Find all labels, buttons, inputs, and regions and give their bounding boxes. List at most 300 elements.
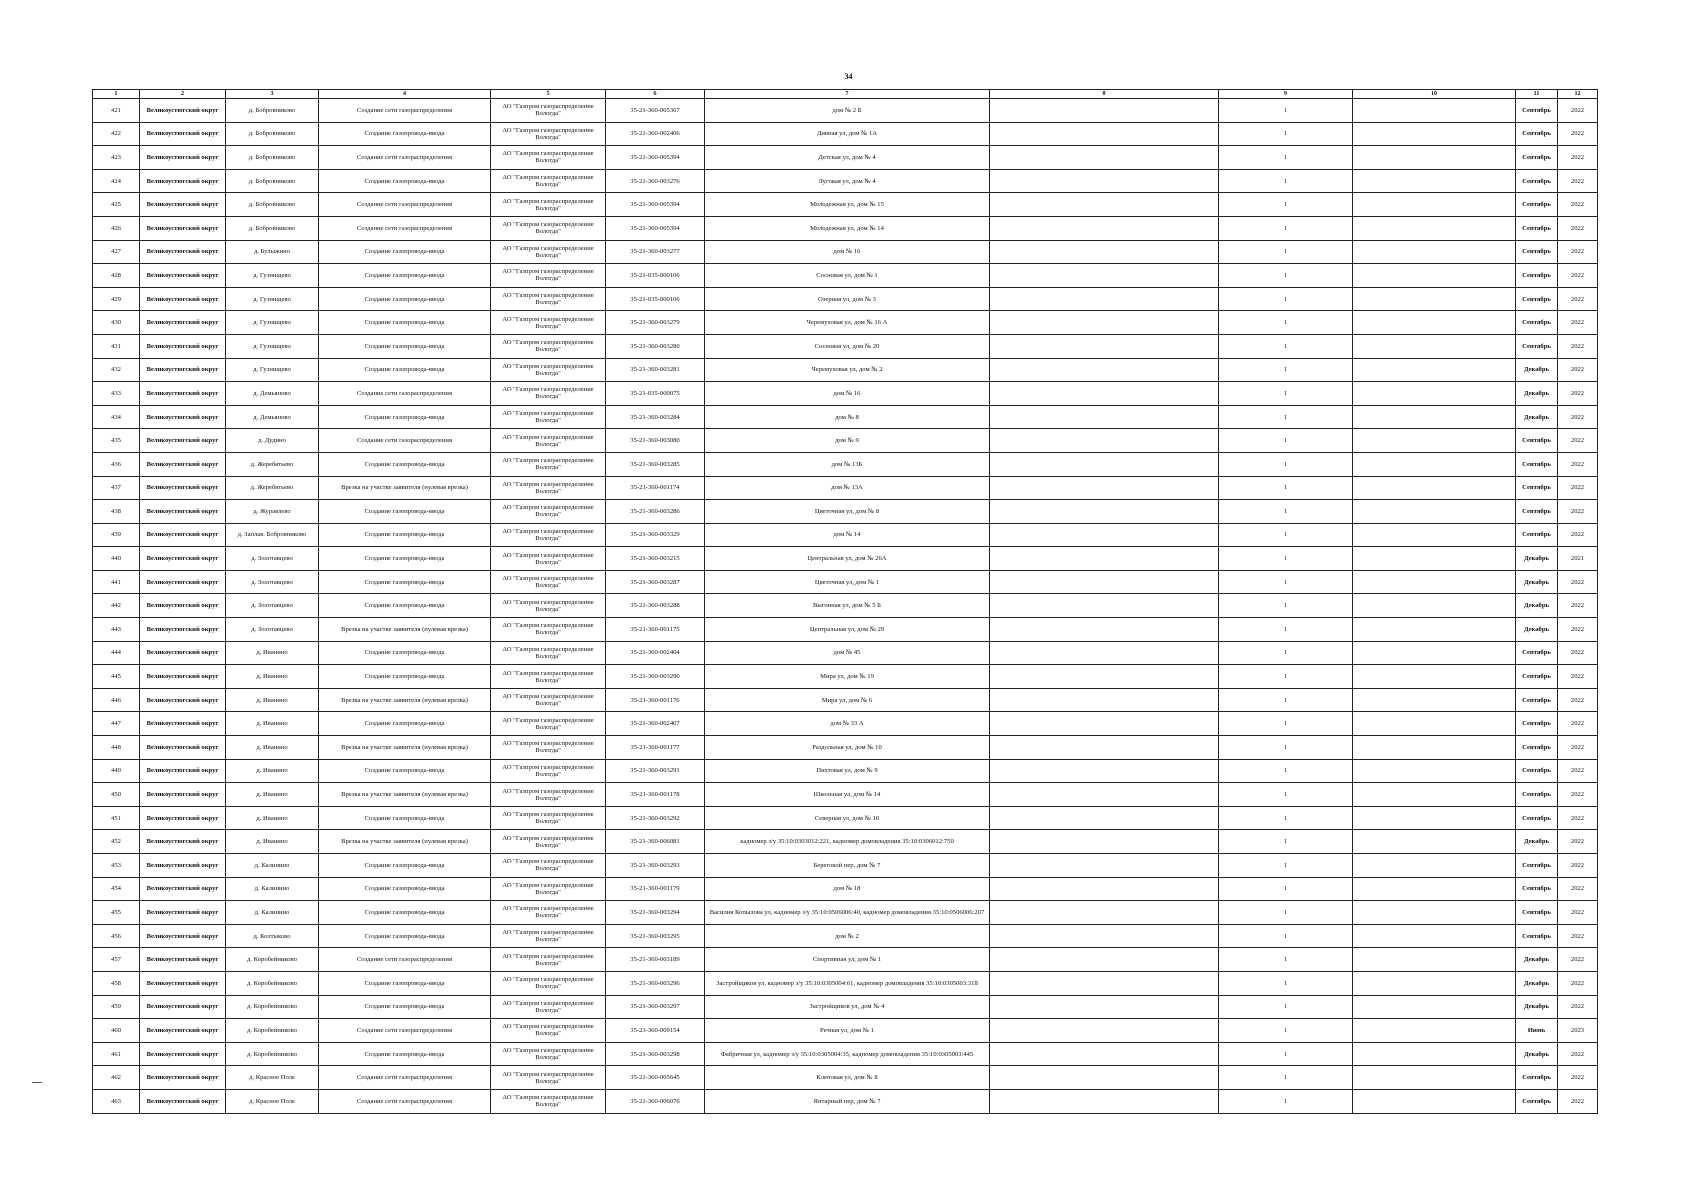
quantity-cell: 1 bbox=[1219, 1019, 1353, 1043]
address-cell: дом № 33 А bbox=[705, 712, 990, 736]
district-cell: Великоустюгский округ bbox=[140, 924, 226, 948]
month-cell: Декабрь bbox=[1516, 995, 1558, 1019]
work-type-cell: Создание сети газораспределения bbox=[319, 429, 491, 453]
year-cell: 2022 bbox=[1558, 618, 1598, 642]
year-cell: 2022 bbox=[1558, 169, 1598, 193]
settlement-cell: д. Демьяново bbox=[226, 405, 319, 429]
district-cell: Великоустюгский округ bbox=[140, 712, 226, 736]
address-cell: Мира ул, дом № 6 bbox=[705, 688, 990, 712]
row-number-cell: 447 bbox=[93, 712, 140, 736]
object-code-cell: 35-21-360-006081 bbox=[606, 830, 705, 854]
work-type-cell: Создание газопровода-ввода bbox=[319, 547, 491, 571]
work-type-cell: Создание газопровода-ввода bbox=[319, 806, 491, 830]
column-10-cell bbox=[1353, 877, 1516, 901]
row-number-cell: 446 bbox=[93, 688, 140, 712]
organization-cell: АО "Газпром газораспределение Вологда" bbox=[491, 641, 606, 665]
column-10-cell bbox=[1353, 216, 1516, 240]
address-cell: Озерная ул, дом № 3 bbox=[705, 287, 990, 311]
column-8-cell bbox=[990, 806, 1219, 830]
gasification-table bbox=[92, 89, 1598, 1114]
year-cell: 2022 bbox=[1558, 806, 1598, 830]
year-cell: 2022 bbox=[1558, 924, 1598, 948]
column-10-cell bbox=[1353, 452, 1516, 476]
organization-cell: АО "Газпром газораспределение Вологда" bbox=[491, 476, 606, 500]
row-number-cell: 442 bbox=[93, 594, 140, 618]
year-cell: 2022 bbox=[1558, 594, 1598, 618]
settlement-cell: д. Золотавцево bbox=[226, 570, 319, 594]
address-cell: Школьная ул, дом № 14 bbox=[705, 783, 990, 807]
work-type-cell: Создание газопровода-ввода bbox=[319, 877, 491, 901]
year-cell: 2022 bbox=[1558, 429, 1598, 453]
organization-cell: АО "Газпром газораспределение Вологда" bbox=[491, 452, 606, 476]
row-number-cell: 462 bbox=[93, 1066, 140, 1090]
column-10-cell bbox=[1353, 924, 1516, 948]
month-cell: Сентябрь bbox=[1516, 1089, 1558, 1113]
month-cell: Июнь bbox=[1516, 1019, 1558, 1043]
quantity-cell: 1 bbox=[1219, 783, 1353, 807]
object-code-cell: 35-21-360-003295 bbox=[606, 924, 705, 948]
settlement-cell: д. Золотавцево bbox=[226, 547, 319, 571]
district-cell: Великоустюгский округ bbox=[140, 948, 226, 972]
row-number-cell: 429 bbox=[93, 287, 140, 311]
organization-cell: АО "Газпром газораспределение Вологда" bbox=[491, 287, 606, 311]
quantity-cell: 1 bbox=[1219, 547, 1353, 571]
column-8-cell bbox=[990, 854, 1219, 878]
object-code-cell: 35-21-360-003298 bbox=[606, 1042, 705, 1066]
table-row bbox=[93, 618, 1598, 642]
month-cell: Декабрь bbox=[1516, 382, 1558, 406]
settlement-cell: д. Красное Поле bbox=[226, 1066, 319, 1090]
table-row bbox=[93, 1066, 1598, 1090]
table-row bbox=[93, 736, 1598, 760]
year-cell: 2022 bbox=[1558, 358, 1598, 382]
work-type-cell: Создание сети газораспределения bbox=[319, 216, 491, 240]
quantity-cell: 1 bbox=[1219, 240, 1353, 264]
month-cell: Сентябрь bbox=[1516, 264, 1558, 288]
work-type-cell: Создание сети газораспределения bbox=[319, 193, 491, 217]
organization-cell: АО "Газпром газораспределение Вологда" bbox=[491, 877, 606, 901]
year-cell: 2022 bbox=[1558, 240, 1598, 264]
year-cell: 2023 bbox=[1558, 1019, 1598, 1043]
month-cell: Сентябрь bbox=[1516, 99, 1558, 123]
column-10-cell bbox=[1353, 901, 1516, 925]
column-header-7: 7 bbox=[705, 90, 990, 99]
settlement-cell: д. Бобровниково bbox=[226, 99, 319, 123]
column-header-1: 1 bbox=[93, 90, 140, 99]
work-type-cell: Создание газопровода-ввода bbox=[319, 500, 491, 524]
object-code-cell: 35-21-360-001177 bbox=[606, 736, 705, 760]
quantity-cell: 1 bbox=[1219, 122, 1353, 146]
row-number-cell: 434 bbox=[93, 405, 140, 429]
district-cell: Великоустюгский округ bbox=[140, 1019, 226, 1043]
row-number-cell: 437 bbox=[93, 476, 140, 500]
table-row bbox=[93, 358, 1598, 382]
settlement-cell: д. Жеребятьево bbox=[226, 476, 319, 500]
object-code-cell: 35-21-360-003277 bbox=[606, 240, 705, 264]
organization-cell: АО "Газпром газораспределение Вологда" bbox=[491, 594, 606, 618]
district-cell: Великоустюгский округ bbox=[140, 452, 226, 476]
quantity-cell: 1 bbox=[1219, 830, 1353, 854]
month-cell: Сентябрь bbox=[1516, 523, 1558, 547]
column-8-cell bbox=[990, 405, 1219, 429]
column-10-cell bbox=[1353, 405, 1516, 429]
column-8-cell bbox=[990, 429, 1219, 453]
table-row bbox=[93, 216, 1598, 240]
quantity-cell: 1 bbox=[1219, 264, 1353, 288]
month-cell: Декабрь bbox=[1516, 830, 1558, 854]
quantity-cell: 1 bbox=[1219, 1066, 1353, 1090]
column-8-cell bbox=[990, 99, 1219, 123]
column-header-9: 9 bbox=[1219, 90, 1353, 99]
table-row bbox=[93, 641, 1598, 665]
work-type-cell: Создание сети газораспределения bbox=[319, 382, 491, 406]
quantity-cell: 1 bbox=[1219, 429, 1353, 453]
quantity-cell: 1 bbox=[1219, 311, 1353, 335]
row-number-cell: 453 bbox=[93, 854, 140, 878]
district-cell: Великоустюгский округ bbox=[140, 1089, 226, 1113]
district-cell: Великоустюгский округ bbox=[140, 688, 226, 712]
column-10-cell bbox=[1353, 830, 1516, 854]
address-cell: Молодежная ул, дом № 15 bbox=[705, 193, 990, 217]
organization-cell: АО "Газпром газораспределение Вологда" bbox=[491, 429, 606, 453]
year-cell: 2022 bbox=[1558, 193, 1598, 217]
organization-cell: АО "Газпром газораспределение Вологда" bbox=[491, 924, 606, 948]
column-10-cell bbox=[1353, 641, 1516, 665]
object-code-cell: 35-21-035-000106 bbox=[606, 287, 705, 311]
row-number-cell: 439 bbox=[93, 523, 140, 547]
month-cell: Сентябрь bbox=[1516, 452, 1558, 476]
object-code-cell: 35-21-360-005394 bbox=[606, 146, 705, 170]
work-type-cell: Создание сети газораспределения bbox=[319, 99, 491, 123]
column-10-cell bbox=[1353, 1089, 1516, 1113]
settlement-cell: д. Гузнищево bbox=[226, 264, 319, 288]
organization-cell: АО "Газпром газораспределение Вологда" bbox=[491, 334, 606, 358]
month-cell: Декабрь bbox=[1516, 547, 1558, 571]
column-8-cell bbox=[990, 1089, 1219, 1113]
page-number: 34 bbox=[844, 72, 853, 81]
month-cell: Сентябрь bbox=[1516, 122, 1558, 146]
year-cell: 2022 bbox=[1558, 216, 1598, 240]
column-8-cell bbox=[990, 287, 1219, 311]
column-header-5: 5 bbox=[491, 90, 606, 99]
month-cell: Сентябрь bbox=[1516, 736, 1558, 760]
row-number-cell: 443 bbox=[93, 618, 140, 642]
table-row bbox=[93, 924, 1598, 948]
settlement-cell: д. Журавлево bbox=[226, 500, 319, 524]
row-number-cell: 454 bbox=[93, 877, 140, 901]
year-cell: 2022 bbox=[1558, 500, 1598, 524]
quantity-cell: 1 bbox=[1219, 806, 1353, 830]
column-10-cell bbox=[1353, 570, 1516, 594]
object-code-cell: 35-21-360-003294 bbox=[606, 901, 705, 925]
quantity-cell: 1 bbox=[1219, 712, 1353, 736]
work-type-cell: Создание газопровода-ввода bbox=[319, 1042, 491, 1066]
table-row bbox=[93, 688, 1598, 712]
organization-cell: АО "Газпром газораспределение Вологда" bbox=[491, 1066, 606, 1090]
table-row bbox=[93, 523, 1598, 547]
address-cell: Янтарный пер, дом № 7 bbox=[705, 1089, 990, 1113]
work-type-cell: Создание сети газораспределения bbox=[319, 948, 491, 972]
address-cell: Сосновая ул, дом № 1 bbox=[705, 264, 990, 288]
district-cell: Великоустюгский округ bbox=[140, 169, 226, 193]
month-cell: Декабрь bbox=[1516, 1042, 1558, 1066]
organization-cell: АО "Газпром газораспределение Вологда" bbox=[491, 971, 606, 995]
settlement-cell: д. Бобровниково bbox=[226, 122, 319, 146]
table-row bbox=[93, 193, 1598, 217]
column-10-cell bbox=[1353, 759, 1516, 783]
organization-cell: АО "Газпром газораспределение Вологда" bbox=[491, 405, 606, 429]
year-cell: 2022 bbox=[1558, 971, 1598, 995]
column-header-4: 4 bbox=[319, 90, 491, 99]
work-type-cell: Создание газопровода-ввода bbox=[319, 641, 491, 665]
address-cell: дом № 2 bbox=[705, 924, 990, 948]
district-cell: Великоустюгский округ bbox=[140, 405, 226, 429]
district-cell: Великоустюгский округ bbox=[140, 736, 226, 760]
margin-mark bbox=[32, 1082, 42, 1083]
table-row bbox=[93, 830, 1598, 854]
month-cell: Декабрь bbox=[1516, 405, 1558, 429]
month-cell: Сентябрь bbox=[1516, 806, 1558, 830]
year-cell: 2022 bbox=[1558, 1089, 1598, 1113]
organization-cell: АО "Газпром газораспределение Вологда" bbox=[491, 759, 606, 783]
column-10-cell bbox=[1353, 193, 1516, 217]
object-code-cell: 35-21-360-001175 bbox=[606, 618, 705, 642]
year-cell: 2022 bbox=[1558, 146, 1598, 170]
address-cell: Спортивная ул, дом № 1 bbox=[705, 948, 990, 972]
year-cell: 2022 bbox=[1558, 382, 1598, 406]
column-10-cell bbox=[1353, 971, 1516, 995]
settlement-cell: д. Иванино bbox=[226, 688, 319, 712]
settlement-cell: д. Золотавцево bbox=[226, 618, 319, 642]
year-cell: 2022 bbox=[1558, 99, 1598, 123]
organization-cell: АО "Газпром газораспределение Вологда" bbox=[491, 193, 606, 217]
district-cell: Великоустюгский округ bbox=[140, 429, 226, 453]
district-cell: Великоустюгский округ bbox=[140, 146, 226, 170]
column-10-cell bbox=[1353, 688, 1516, 712]
column-8-cell bbox=[990, 641, 1219, 665]
month-cell: Декабрь bbox=[1516, 971, 1558, 995]
table-row bbox=[93, 877, 1598, 901]
table-row bbox=[93, 146, 1598, 170]
row-number-cell: 427 bbox=[93, 240, 140, 264]
organization-cell: АО "Газпром газораспределение Вологда" bbox=[491, 99, 606, 123]
column-10-cell bbox=[1353, 665, 1516, 689]
address-cell: Молодежная ул, дом № 14 bbox=[705, 216, 990, 240]
quantity-cell: 1 bbox=[1219, 995, 1353, 1019]
quantity-cell: 1 bbox=[1219, 1089, 1353, 1113]
year-cell: 2022 bbox=[1558, 901, 1598, 925]
quantity-cell: 1 bbox=[1219, 146, 1353, 170]
year-cell: 2022 bbox=[1558, 995, 1598, 1019]
column-8-cell bbox=[990, 688, 1219, 712]
column-10-cell bbox=[1353, 99, 1516, 123]
work-type-cell: Создание газопровода-ввода bbox=[319, 594, 491, 618]
settlement-cell: д. Колтыково bbox=[226, 924, 319, 948]
address-cell: Центральная ул, дом № 26А bbox=[705, 547, 990, 571]
district-cell: Великоустюгский округ bbox=[140, 240, 226, 264]
row-number-cell: 449 bbox=[93, 759, 140, 783]
table-row bbox=[93, 334, 1598, 358]
work-type-cell: Создание газопровода-ввода bbox=[319, 358, 491, 382]
address-cell: Детская ул, дом № 4 bbox=[705, 146, 990, 170]
year-cell: 2022 bbox=[1558, 452, 1598, 476]
district-cell: Великоустюгский округ bbox=[140, 311, 226, 335]
column-10-cell bbox=[1353, 618, 1516, 642]
organization-cell: АО "Газпром газораспределение Вологда" bbox=[491, 523, 606, 547]
month-cell: Сентябрь bbox=[1516, 665, 1558, 689]
settlement-cell: д. Гузнищево bbox=[226, 358, 319, 382]
address-cell: Пихтовая ул, дом № 9 bbox=[705, 759, 990, 783]
table-row bbox=[93, 901, 1598, 925]
object-code-cell: 35-21-360-002406 bbox=[606, 122, 705, 146]
address-cell: Северная ул, дом № 10 bbox=[705, 806, 990, 830]
settlement-cell: д. Иванино bbox=[226, 759, 319, 783]
table-row bbox=[93, 665, 1598, 689]
address-cell: Фабричная ул, кадномер з/у 35:10:0305004:35, кадномер домовладения 35:10:0305003:445 bbox=[705, 1042, 990, 1066]
column-10-cell bbox=[1353, 523, 1516, 547]
organization-cell: АО "Газпром газораспределение Вологда" bbox=[491, 500, 606, 524]
row-number-cell: 421 bbox=[93, 99, 140, 123]
month-cell: Сентябрь bbox=[1516, 146, 1558, 170]
year-cell: 2022 bbox=[1558, 736, 1598, 760]
year-cell: 2022 bbox=[1558, 570, 1598, 594]
settlement-cell: д. Бобровниково bbox=[226, 216, 319, 240]
column-10-cell bbox=[1353, 1042, 1516, 1066]
work-type-cell: Создание газопровода-ввода bbox=[319, 334, 491, 358]
month-cell: Сентябрь bbox=[1516, 193, 1558, 217]
organization-cell: АО "Газпром газораспределение Вологда" bbox=[491, 806, 606, 830]
table-row bbox=[93, 1089, 1598, 1113]
year-cell: 2022 bbox=[1558, 641, 1598, 665]
quantity-cell: 1 bbox=[1219, 901, 1353, 925]
object-code-cell: 35-21-360-003290 bbox=[606, 665, 705, 689]
month-cell: Сентябрь bbox=[1516, 641, 1558, 665]
column-8-cell bbox=[990, 948, 1219, 972]
address-cell: дом № 14 bbox=[705, 523, 990, 547]
column-10-cell bbox=[1353, 122, 1516, 146]
object-code-cell: 35-21-360-003293 bbox=[606, 854, 705, 878]
row-number-cell: 459 bbox=[93, 995, 140, 1019]
organization-cell: АО "Газпром газораспределение Вологда" bbox=[491, 736, 606, 760]
column-10-cell bbox=[1353, 146, 1516, 170]
row-number-cell: 463 bbox=[93, 1089, 140, 1113]
month-cell: Сентябрь bbox=[1516, 476, 1558, 500]
row-number-cell: 458 bbox=[93, 971, 140, 995]
organization-cell: АО "Газпром газораспределение Вологда" bbox=[491, 688, 606, 712]
month-cell: Декабрь bbox=[1516, 618, 1558, 642]
address-cell: Центральная ул, дом № 29 bbox=[705, 618, 990, 642]
address-cell: дом № 9 bbox=[705, 429, 990, 453]
year-cell: 2022 bbox=[1558, 759, 1598, 783]
organization-cell: АО "Газпром газораспределение Вологда" bbox=[491, 169, 606, 193]
quantity-cell: 1 bbox=[1219, 948, 1353, 972]
year-cell: 2022 bbox=[1558, 122, 1598, 146]
address-cell: Выгонная ул, дом № 5 Б bbox=[705, 594, 990, 618]
organization-cell: АО "Газпром газораспределение Вологда" bbox=[491, 830, 606, 854]
object-code-cell: 35-21-360-003280 bbox=[606, 334, 705, 358]
row-number-cell: 448 bbox=[93, 736, 140, 760]
table-row bbox=[93, 971, 1598, 995]
quantity-cell: 1 bbox=[1219, 334, 1353, 358]
settlement-cell: д. Жеребятьево bbox=[226, 452, 319, 476]
settlement-cell: д. Бобровниково bbox=[226, 193, 319, 217]
settlement-cell: д. Гузнищево bbox=[226, 287, 319, 311]
address-cell: дом № 2 Б bbox=[705, 99, 990, 123]
row-number-cell: 426 bbox=[93, 216, 140, 240]
column-8-cell bbox=[990, 452, 1219, 476]
month-cell: Сентябрь bbox=[1516, 240, 1558, 264]
quantity-cell: 1 bbox=[1219, 665, 1353, 689]
quantity-cell: 1 bbox=[1219, 759, 1353, 783]
column-10-cell bbox=[1353, 287, 1516, 311]
month-cell: Сентябрь bbox=[1516, 311, 1558, 335]
organization-cell: АО "Газпром газораспределение Вологда" bbox=[491, 1019, 606, 1043]
row-number-cell: 444 bbox=[93, 641, 140, 665]
settlement-cell: д. Иванино bbox=[226, 641, 319, 665]
object-code-cell: 35-21-360-003080 bbox=[606, 429, 705, 453]
settlement-cell: д. Бобровниково bbox=[226, 169, 319, 193]
work-type-cell: Создание сети газораспределения bbox=[319, 1066, 491, 1090]
table-row bbox=[93, 1019, 1598, 1043]
column-8-cell bbox=[990, 240, 1219, 264]
organization-cell: АО "Газпром газораспределение Вологда" bbox=[491, 665, 606, 689]
quantity-cell: 1 bbox=[1219, 476, 1353, 500]
column-8-cell bbox=[990, 877, 1219, 901]
column-10-cell bbox=[1353, 334, 1516, 358]
year-cell: 2022 bbox=[1558, 1066, 1598, 1090]
column-header-10: 10 bbox=[1353, 90, 1516, 99]
object-code-cell: 35-21-360-005394 bbox=[606, 193, 705, 217]
object-code-cell: 35-21-360-006076 bbox=[606, 1089, 705, 1113]
column-10-cell bbox=[1353, 429, 1516, 453]
column-8-cell bbox=[990, 1066, 1219, 1090]
object-code-cell: 35-21-360-005645 bbox=[606, 1066, 705, 1090]
organization-cell: АО "Газпром газораспределение Вологда" bbox=[491, 901, 606, 925]
organization-cell: АО "Газпром газораспределение Вологда" bbox=[491, 264, 606, 288]
organization-cell: АО "Газпром газораспределение Вологда" bbox=[491, 1089, 606, 1113]
settlement-cell: д. Иванино bbox=[226, 783, 319, 807]
address-cell: Василия Копылова ул, кадномер з/у 35:10:0506006:40, кадномер домовладения 35:10:0506006:207 bbox=[705, 901, 990, 925]
work-type-cell: Врезка на участке заявителя (нулевая врезка) bbox=[319, 783, 491, 807]
month-cell: Сентябрь bbox=[1516, 901, 1558, 925]
column-10-cell bbox=[1353, 547, 1516, 571]
object-code-cell: 35-21-360-002407 bbox=[606, 712, 705, 736]
table-row bbox=[93, 500, 1598, 524]
district-cell: Великоустюгский округ bbox=[140, 1066, 226, 1090]
settlement-cell: д. Иванино bbox=[226, 712, 319, 736]
settlement-cell: д. Коробейниково bbox=[226, 971, 319, 995]
month-cell: Сентябрь bbox=[1516, 500, 1558, 524]
column-8-cell bbox=[990, 995, 1219, 1019]
quantity-cell: 1 bbox=[1219, 854, 1353, 878]
district-cell: Великоустюгский округ bbox=[140, 1042, 226, 1066]
work-type-cell: Создание газопровода-ввода bbox=[319, 712, 491, 736]
district-cell: Великоустюгский округ bbox=[140, 971, 226, 995]
object-code-cell: 35-21-360-001174 bbox=[606, 476, 705, 500]
column-8-cell bbox=[990, 570, 1219, 594]
column-8-cell bbox=[990, 476, 1219, 500]
row-number-cell: 436 bbox=[93, 452, 140, 476]
organization-cell: АО "Газпром газораспределение Вологда" bbox=[491, 570, 606, 594]
district-cell: Великоустюгский округ bbox=[140, 830, 226, 854]
month-cell: Сентябрь bbox=[1516, 169, 1558, 193]
column-8-cell bbox=[990, 594, 1219, 618]
quantity-cell: 1 bbox=[1219, 169, 1353, 193]
column-header-6: 6 bbox=[606, 90, 705, 99]
row-number-cell: 428 bbox=[93, 264, 140, 288]
column-8-cell bbox=[990, 311, 1219, 335]
column-8-cell bbox=[990, 169, 1219, 193]
